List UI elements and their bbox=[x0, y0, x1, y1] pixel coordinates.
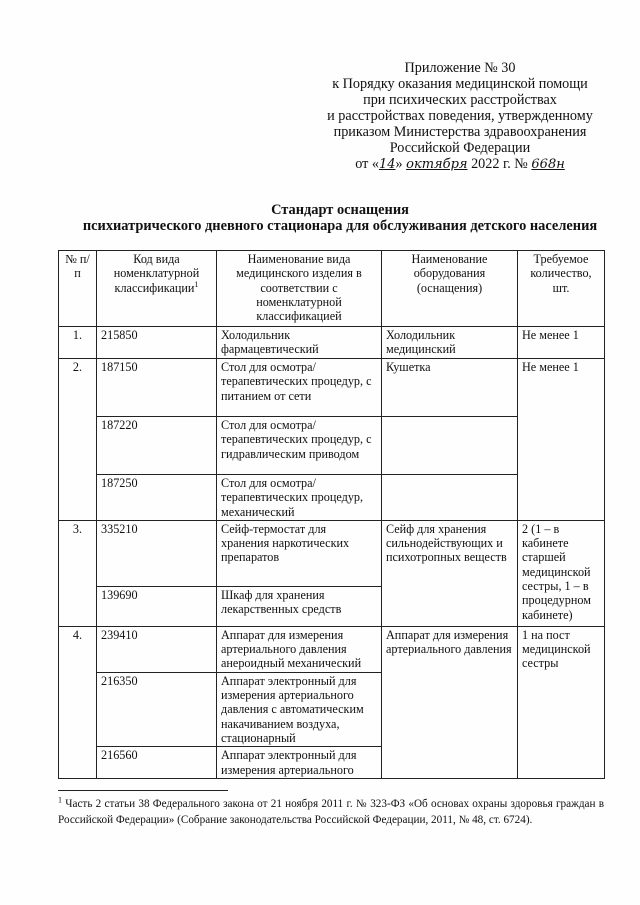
row-equipment: Холодильник медицинский bbox=[382, 327, 518, 359]
row-device: Стол для осмотра/терапевтических процедур, с питанием от сети bbox=[217, 359, 382, 417]
footnote-divider bbox=[58, 790, 228, 791]
row-code: 187250 bbox=[97, 475, 217, 521]
row-device: Стол для осмотра/терапевтических процедур, механический bbox=[217, 475, 382, 521]
footnote bbox=[58, 796, 604, 828]
header-equipment: Наименование оборудования (оснащения) bbox=[382, 251, 518, 327]
appendix-line: и расстройствах поведения, утвержденному bbox=[327, 108, 593, 124]
row-num: 1. bbox=[59, 327, 97, 359]
table-row bbox=[59, 626, 605, 672]
row-equipment bbox=[382, 475, 518, 521]
header-qty: Требуемое количество, шт. bbox=[518, 251, 605, 327]
header-num: № п/п bbox=[59, 251, 97, 327]
row-qty: 1 на пост медицинской сестры bbox=[518, 626, 605, 778]
row-equipment: Кушетка bbox=[382, 359, 518, 417]
row-code: 216350 bbox=[97, 672, 217, 746]
appendix-line: приказом Министерства здравоохранения bbox=[333, 124, 587, 140]
table-row bbox=[59, 359, 605, 417]
appendix-line: Российской Федерации bbox=[389, 140, 531, 156]
appendix-line: к Порядку оказания медицинской помощи bbox=[332, 76, 588, 92]
row-code: 187220 bbox=[97, 417, 217, 475]
row-code: 215850 bbox=[97, 327, 217, 359]
row-device: Шкаф для хранения лекарственных средств bbox=[217, 586, 382, 626]
row-equipment: Сейф для хранения сильнодействующих и психотропных веществ bbox=[382, 520, 518, 626]
table-row bbox=[59, 520, 605, 586]
footnote-mark: 1 bbox=[58, 795, 62, 805]
table-row bbox=[59, 327, 605, 359]
order-date-line: от «14» октября 2022 г. № 668н bbox=[355, 156, 565, 172]
row-code: 216560 bbox=[97, 747, 217, 779]
footnote-text: Часть 2 статьи 38 Федерального закона от 21 ноября 2011 г. № 323-ФЗ «Об основах охраны здоровья граждан в Российской Федерации» (Собрание законодательства Российской Федерации, 2011, № 48, ст. 6724). bbox=[58, 798, 604, 826]
row-equipment bbox=[382, 417, 518, 475]
row-device: Сейф-термостат для хранения наркотических препаратов bbox=[217, 520, 382, 586]
row-num: 2. bbox=[59, 359, 97, 521]
header-device: Наименование вида медицинского изделия в соответствии с номенклатурной классификацией bbox=[217, 251, 382, 327]
row-qty: 2 (1 – в кабинете старшей медицинской сестры, 1 – в процедурном кабинете) bbox=[518, 520, 605, 626]
table-header-row bbox=[59, 251, 605, 327]
appendix-line: при психических расстройствах bbox=[363, 92, 557, 108]
document-title bbox=[40, 202, 640, 234]
row-num: 4. bbox=[59, 626, 97, 778]
row-device: Аппарат для измерения артериального давления анероидный механический bbox=[217, 626, 382, 672]
date-month: октября bbox=[406, 157, 468, 172]
row-device: Аппарат электронный для измерения артериального давления с автоматическим накачиванием воздуха, стационарный bbox=[217, 672, 382, 746]
row-qty: Не менее 1 bbox=[518, 327, 605, 359]
header-code: Код вида номенклатурной классификации$^1$ bbox=[97, 251, 217, 327]
row-code: 187150 bbox=[97, 359, 217, 417]
row-code: 139690 bbox=[97, 586, 217, 626]
order-number: 668н bbox=[531, 157, 565, 172]
date-day: 14 bbox=[378, 157, 396, 172]
row-qty: Не менее 1 bbox=[518, 359, 605, 521]
equipment-standard-table bbox=[58, 250, 605, 779]
row-device: Аппарат электронный для измерения артериального bbox=[217, 747, 382, 779]
row-device: Стол для осмотра/терапевтических процедур, с гидравлическим приводом bbox=[217, 417, 382, 475]
title-line-1: Стандарт оснащения bbox=[271, 202, 409, 218]
appendix-header bbox=[300, 60, 620, 173]
row-code: 335210 bbox=[97, 520, 217, 586]
row-num: 3. bbox=[59, 520, 97, 626]
row-device: Холодильник фармацевтический bbox=[217, 327, 382, 359]
title-line-2: психиатрического дневного стационара для обслуживания детского населения bbox=[82, 218, 598, 234]
row-equipment: Аппарат для измерения артериального давления bbox=[382, 626, 518, 778]
row-code: 239410 bbox=[97, 626, 217, 672]
appendix-number: Приложение № 30 bbox=[404, 60, 516, 76]
